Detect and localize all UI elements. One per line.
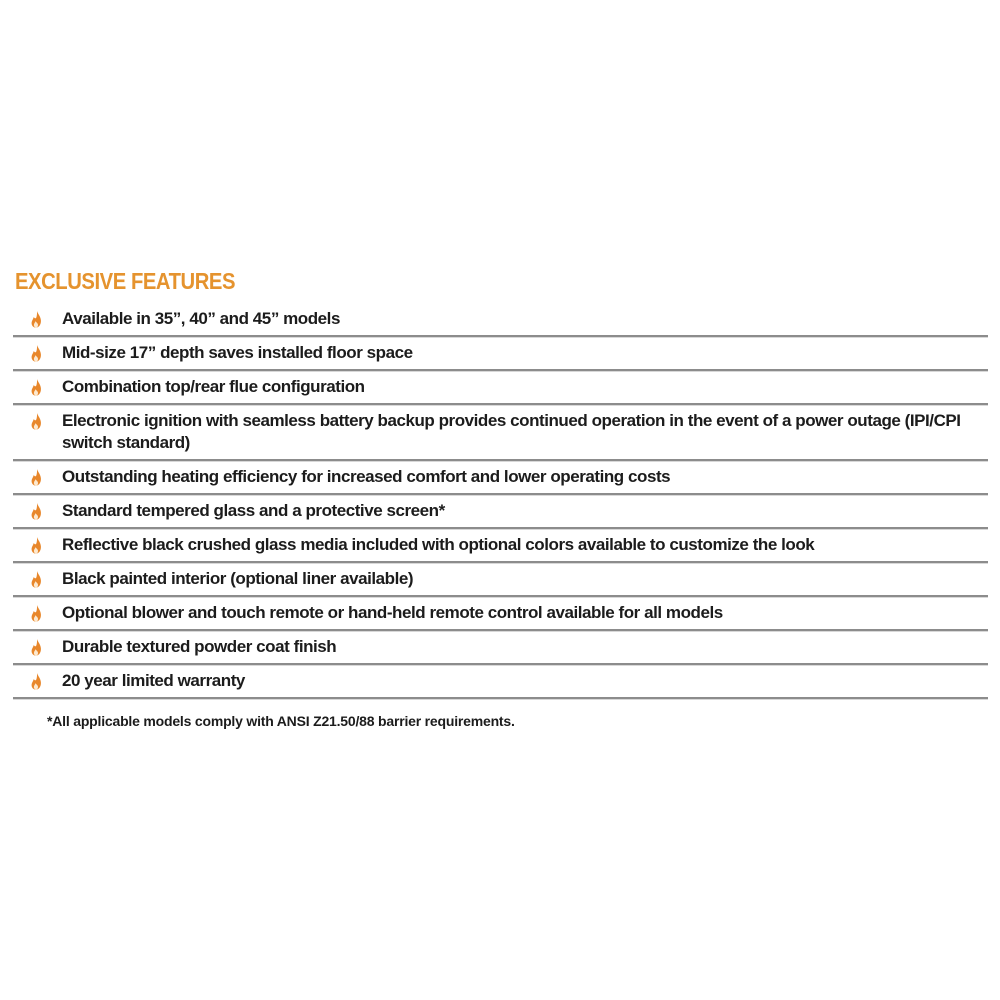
- section-title-wrap: [15, 268, 988, 295]
- feature-text: Outstanding heating efficiency for increased comfort and lower operating costs: [62, 467, 671, 486]
- flame-icon: [30, 413, 43, 430]
- feature-row: [13, 666, 988, 697]
- flame-icon: [30, 345, 43, 362]
- feature-row: [13, 564, 988, 595]
- feature-text: 20 year limited warranty: [62, 671, 245, 690]
- flame-icon: [30, 673, 43, 690]
- features-panel: [13, 268, 988, 729]
- feature-row: [13, 406, 988, 459]
- feature-row: [13, 632, 988, 663]
- feature-row: [13, 372, 988, 403]
- flame-icon: [30, 605, 43, 622]
- feature-text: Combination top/rear flue configuration: [62, 377, 365, 396]
- row-divider: [13, 697, 988, 700]
- feature-text: Available in 35”, 40” and 45” models: [62, 309, 340, 328]
- flame-icon: [30, 571, 43, 588]
- feature-row: [13, 338, 988, 369]
- flame-icon: [30, 537, 43, 554]
- flame-icon: [30, 379, 43, 396]
- feature-row: [13, 530, 988, 561]
- feature-text: Standard tempered glass and a protective screen*: [62, 501, 445, 520]
- feature-row: [13, 304, 988, 335]
- feature-text: Electronic ignition with seamless battery backup provides continued operation in the event of a power outage (IPI/CPI switch standard): [62, 411, 961, 452]
- feature-text: Durable textured powder coat finish: [62, 637, 337, 656]
- feature-row: [13, 462, 988, 493]
- flame-icon: [30, 639, 43, 656]
- section-title: EXCLUSIVE FEATURES: [15, 268, 235, 294]
- feature-text: Mid-size 17” depth saves installed floor space: [62, 343, 413, 362]
- feature-row: [13, 496, 988, 527]
- feature-row: [13, 598, 988, 629]
- flame-icon: [30, 469, 43, 486]
- feature-text: Black painted interior (optional liner available): [62, 569, 414, 588]
- feature-text: Optional blower and touch remote or hand-held remote control available for all models: [62, 603, 723, 622]
- flame-icon: [30, 311, 43, 328]
- flame-icon: [30, 503, 43, 520]
- footnote: *All applicable models comply with ANSI Z21.50/88 barrier requirements.: [47, 713, 515, 729]
- feature-text: Reflective black crushed glass media included with optional colors available to customize the look: [62, 535, 815, 554]
